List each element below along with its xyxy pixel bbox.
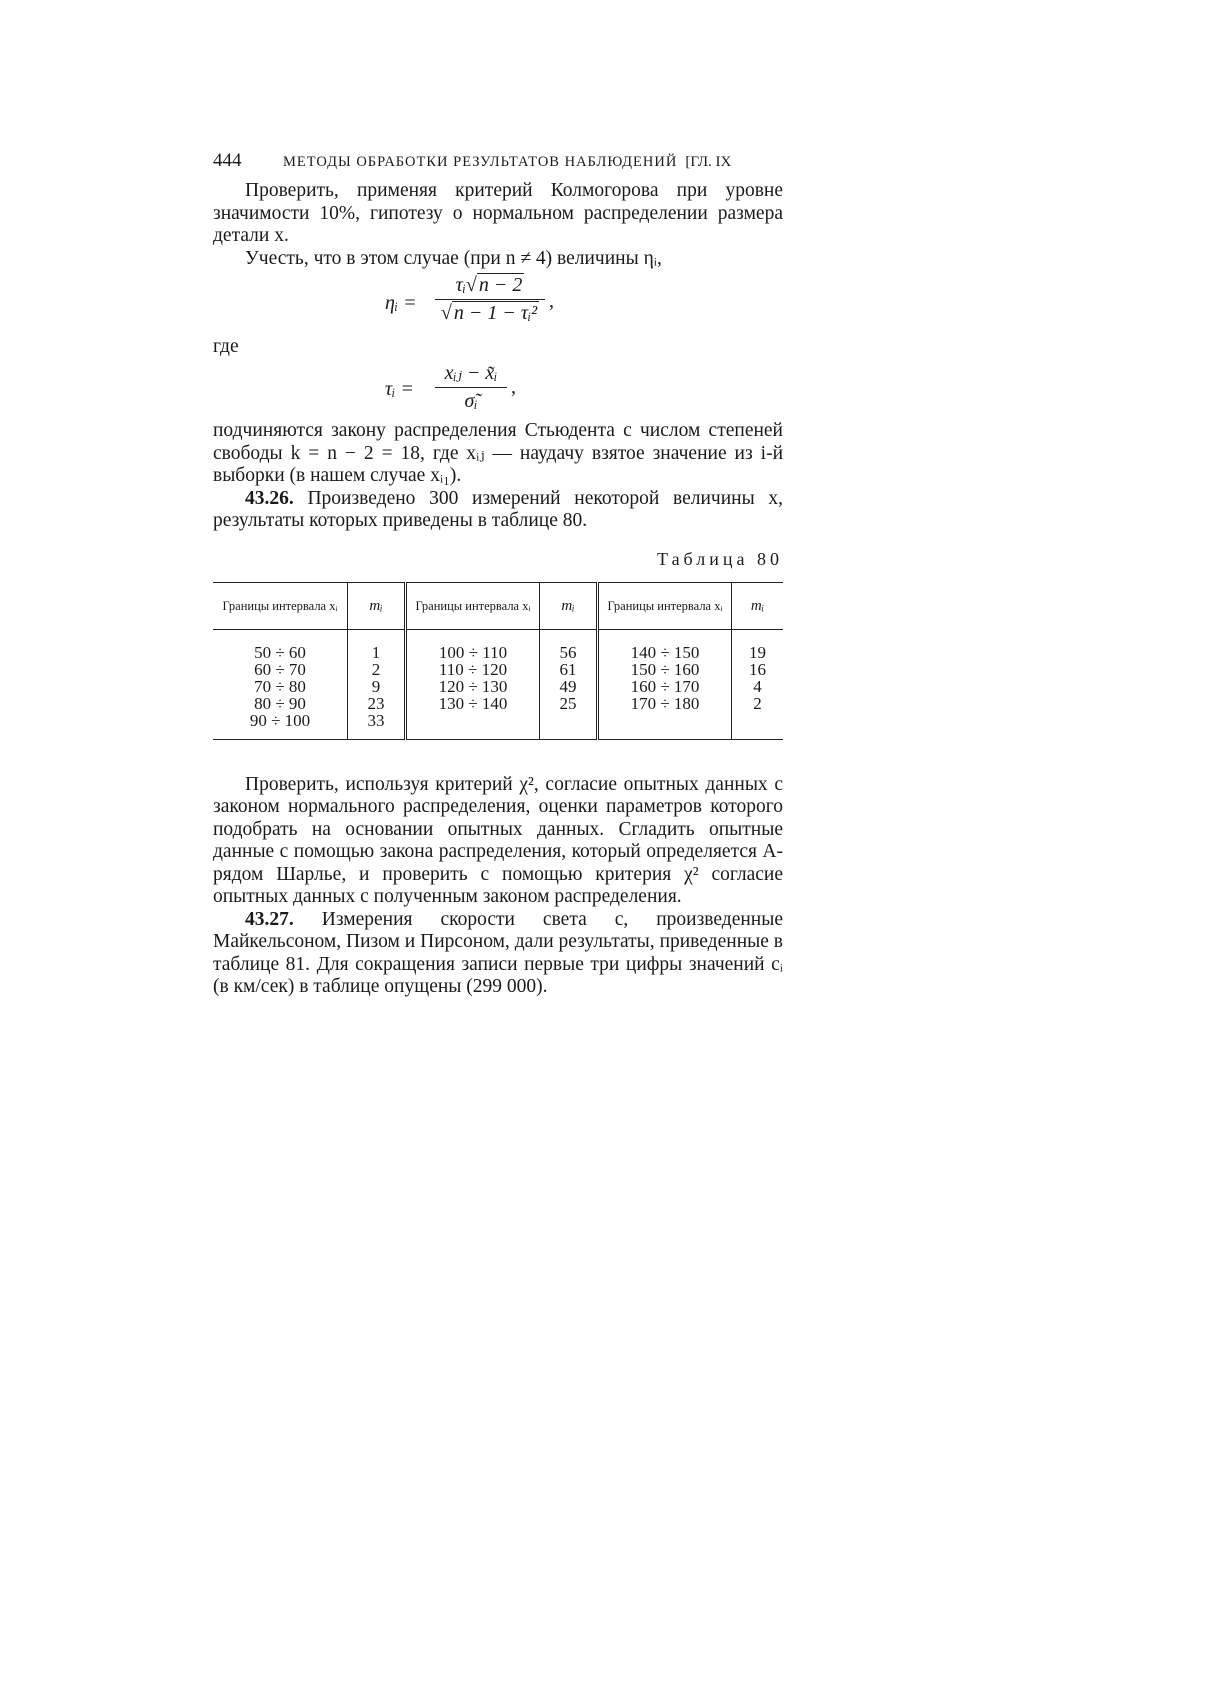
table-cell: 2 [753,693,762,713]
table-caption: Таблица 80 [657,548,783,569]
formula-eta-numerator-radicand: n − 2 [478,274,523,296]
paragraph-4: Проверить, используя критерий χ², согласие опытных данных с законом нормального распределения, оценки параметров которого подобрать на основании опытных данных. Сгладить опытные данные с помощью закона распределения, который определяется A-рядом Шарлье, и проверить с помощью критерия χ² согласие опытных данных с полученным законом распределения. [213,773,783,907]
formula-eta-denominator-radicand: n − 1 − τᵢ² [453,302,538,324]
table-cell: 110 ÷ 120 [438,659,508,679]
formula-eta-numerator: τᵢ√ [455,274,477,296]
table-header-row [213,582,783,629]
problem-43-27-number: 43.27. [245,908,294,930]
table-80 [213,582,783,740]
running-header [213,150,783,180]
table-cell: 23 [367,693,385,713]
formula-eta-denominator: √ [440,302,452,324]
formula-tau-denominator: σ̃ᵢ [464,390,478,412]
table-header-count-2: mᵢ [540,582,598,629]
where-label [213,336,783,357]
paragraph-1: Проверить, применяя критерий Колмогорова при уровне значимости 10%, гипотезу о нормальном распределении размера детали x. [213,180,783,246]
table-header-bounds-2: Границы интервала xᵢ [406,582,540,629]
table-cell: 150 ÷ 160 [630,659,700,679]
table-header-bounds-3: Границы интервала xᵢ [598,582,732,629]
page [213,150,783,999]
table-cell: 100 ÷ 110 [438,642,508,662]
formula-tau-lhs: τᵢ = [385,378,414,400]
table-col-bounds-1 [213,629,348,739]
formula-tau-tail: , [511,376,516,398]
table-cell: 140 ÷ 150 [630,642,700,662]
page-number: 444 [213,150,242,171]
formula-eta-fraction [435,274,545,325]
table-header-count-3: mᵢ [732,582,784,629]
table-cell: 70 ÷ 80 [254,676,306,696]
table-cell: 170 ÷ 180 [630,693,700,713]
running-title: МЕТОДЫ ОБРАБОТКИ РЕЗУЛЬТАТОВ НАБЛЮДЕНИЙ [283,154,678,170]
problem-43-27 [213,909,783,999]
table-cell: 50 ÷ 60 [254,642,306,662]
table-cell: 2 [371,659,381,679]
table-cell: 25 [559,693,577,713]
formula-eta [213,270,783,336]
table-header-count-1: mᵢ [348,582,406,629]
table-cell: 160 ÷ 170 [630,676,700,696]
table-col-count-3 [732,629,784,739]
table-cell: 4 [753,676,762,696]
table-cell: 19 [749,642,766,662]
table-cell: 60 ÷ 70 [254,659,306,679]
table-cell: 49 [559,676,577,696]
formula-tau [213,352,783,420]
table-cell: 56 [559,642,577,662]
formula-tau-fraction [435,360,507,413]
table-col-bounds-3 [598,629,732,739]
table-col-bounds-2 [406,629,540,739]
paragraph-3: подчиняются закону распределения Стьюдента с числом степеней свободы k = n − 2 = 18, где xᵢⱼ — наудачу взятое значение из i-й выборки (в нашем случае xᵢ₁). [213,420,783,486]
table-cell: 120 ÷ 130 [438,676,508,696]
table-header-bounds-1: Границы интервала xᵢ [213,582,348,629]
formula-tau-numerator: xᵢⱼ − x̃ᵢ [444,362,498,384]
spacer [213,740,783,774]
table-cell: 130 ÷ 140 [438,693,508,713]
table-cell: 33 [367,710,385,730]
formula-eta-lhs: ηᵢ = [385,292,417,314]
table-cell: 61 [559,659,577,679]
paragraph-2: Учесть, что в этом случае (при n ≠ 4) величины ηᵢ, [245,247,662,269]
table-cell: 90 ÷ 100 [249,710,311,730]
table-body-row [213,629,783,739]
problem-43-26-number: 43.26. [245,487,294,509]
table-cell: 9 [371,676,381,696]
where-text: где [213,336,239,357]
table-cell: 80 ÷ 90 [254,693,306,713]
problem-43-26 [213,488,783,533]
table-col-count-1 [348,629,406,739]
problem-43-26-text: Произведено 300 измерений некоторой величины x, результаты которых приведены в таблице 80. [213,487,783,531]
formula-eta-tail: , [549,290,554,312]
chapter-label: [ГЛ. IX [685,154,732,170]
table-cell: 16 [749,659,766,679]
table-cell: 1 [371,642,381,662]
table-col-count-2 [540,629,598,739]
problem-43-27-text: Измерения скорости света c, произведенные Майкельсоном, Пизом и Пирсоном, дали результаты, приведенные в таблице 81. Для сокращения записи первые три цифры значений cᵢ (в км/сек) в таблице опущены (299 000). [213,908,783,997]
